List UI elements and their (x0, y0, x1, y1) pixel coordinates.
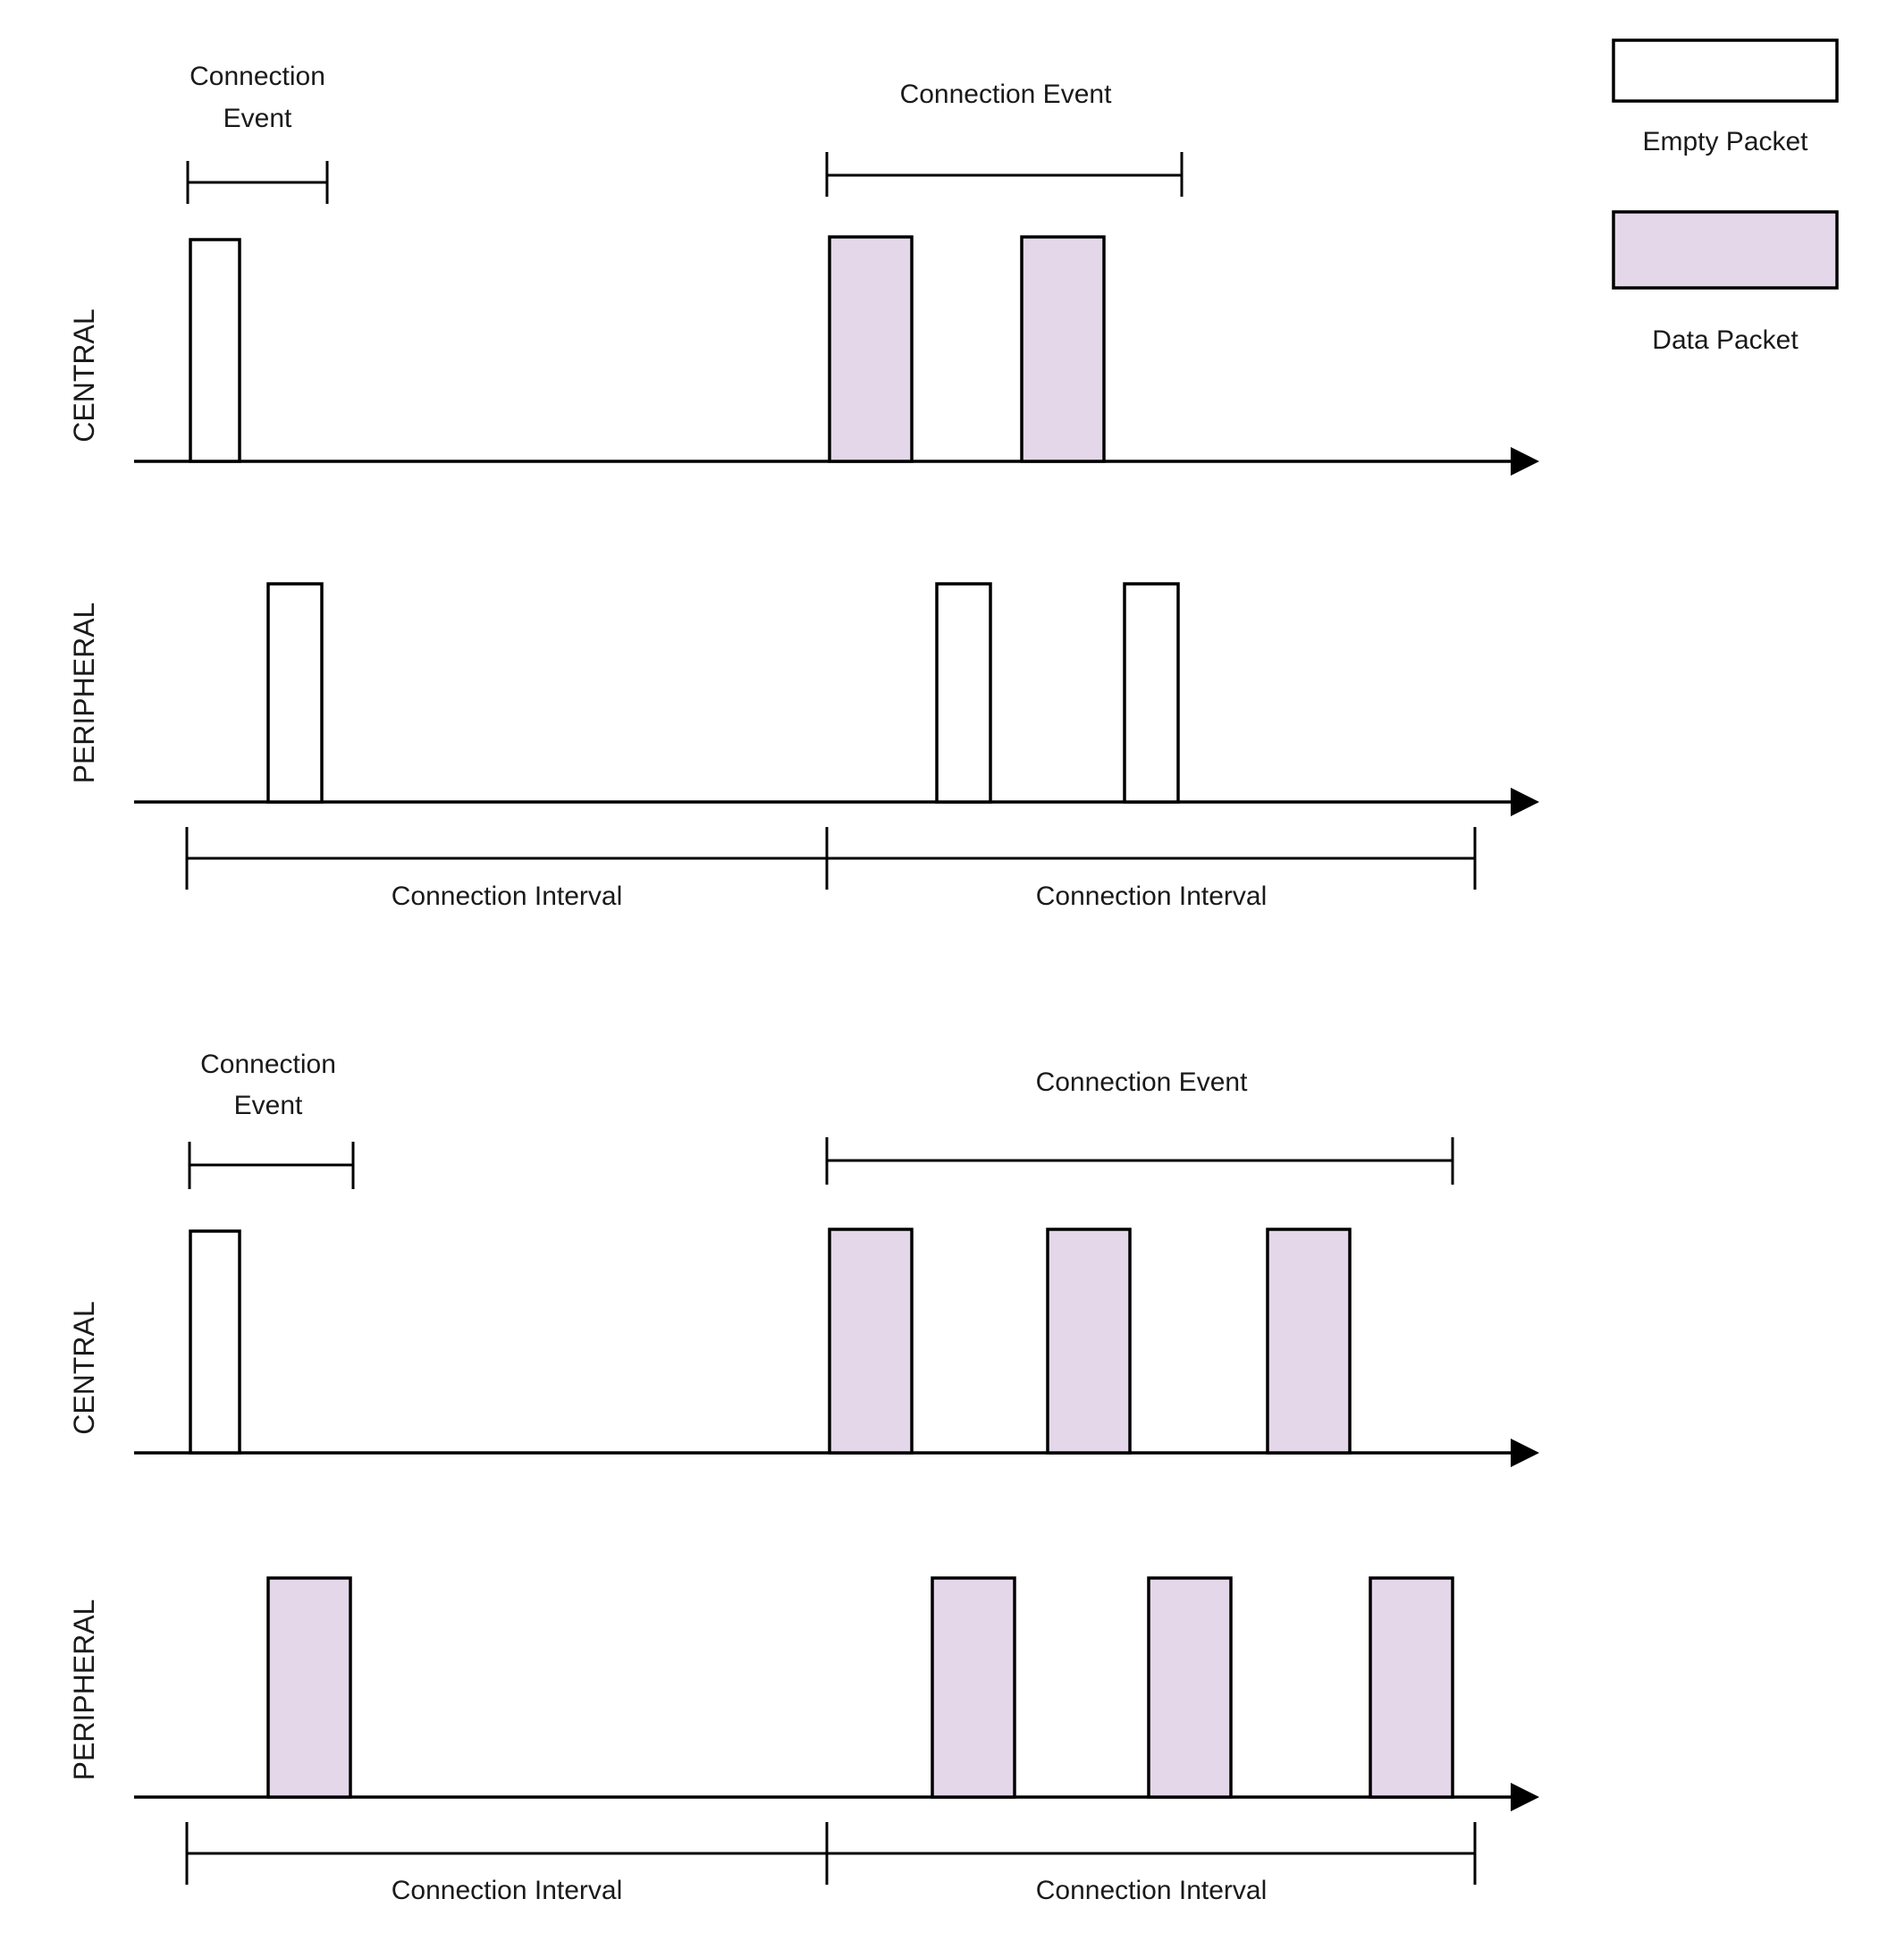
top-central-packet-empty-1 (190, 240, 240, 461)
top-peripheral-packet-empty-2 (937, 584, 990, 802)
top-event1-label-line1: Connection (190, 62, 325, 91)
top-event1-bracket (188, 161, 327, 204)
bottom-interval-label-2: Connection Interval (1035, 1876, 1268, 1905)
bottom-central-axis-label: CENTRAL (68, 1301, 100, 1435)
panel-bottom (68, 1050, 1539, 1905)
top-interval-bracket-2 (827, 827, 1475, 890)
bottom-peripheral-packet-data-3 (1149, 1578, 1231, 1797)
top-central-axis-label: CENTRAL (68, 308, 100, 443)
legend-data-packet-label: Data Packet (1652, 325, 1799, 355)
bottom-peripheral-packet-data-1 (268, 1578, 350, 1797)
bottom-event2-label: Connection Event (1035, 1068, 1248, 1097)
bottom-central-packet-empty-1 (190, 1231, 240, 1453)
legend-data-packet-swatch (1613, 212, 1837, 288)
top-interval-label-2: Connection Interval (1035, 882, 1268, 911)
bottom-peripheral-packet-data-4 (1370, 1578, 1453, 1797)
bottom-central-packet-data-2 (1048, 1229, 1130, 1453)
top-peripheral-packet-empty-1 (268, 584, 322, 802)
top-peripheral-packet-empty-3 (1125, 584, 1178, 802)
bottom-peripheral-axis-arrow (1511, 1783, 1539, 1811)
top-peripheral-axis-arrow (1511, 788, 1539, 816)
top-central-packet-data-1 (830, 237, 912, 461)
top-event1-label-line2: Event (223, 104, 292, 133)
bottom-interval-label-1: Connection Interval (391, 1876, 623, 1905)
top-event2-label: Connection Event (899, 80, 1112, 109)
legend-empty-packet-swatch (1613, 40, 1837, 101)
top-event2-bracket (827, 152, 1182, 197)
bottom-event1-label-line2: Event (233, 1091, 303, 1120)
bottom-central-packet-data-3 (1268, 1229, 1350, 1453)
bottom-peripheral-axis-label: PERIPHERAL (68, 1599, 100, 1781)
top-central-packet-data-2 (1022, 237, 1104, 461)
top-peripheral-axis-label: PERIPHERAL (68, 602, 100, 784)
bottom-central-axis-arrow (1511, 1439, 1539, 1467)
bottom-event1-label-line1: Connection (200, 1050, 336, 1079)
top-central-axis-arrow (1511, 447, 1539, 476)
bottom-peripheral-packet-data-2 (932, 1578, 1015, 1797)
top-interval-bracket-1 (187, 827, 827, 890)
bottom-event2-bracket (827, 1137, 1453, 1185)
panel-top (68, 62, 1539, 911)
top-peripheral-axis (134, 788, 1539, 816)
bottom-central-packet-data-1 (830, 1229, 912, 1453)
legend (1613, 40, 1837, 355)
top-interval-label-1: Connection Interval (391, 882, 623, 911)
legend-empty-packet-label: Empty Packet (1642, 127, 1808, 156)
bottom-event1-bracket (190, 1142, 353, 1189)
